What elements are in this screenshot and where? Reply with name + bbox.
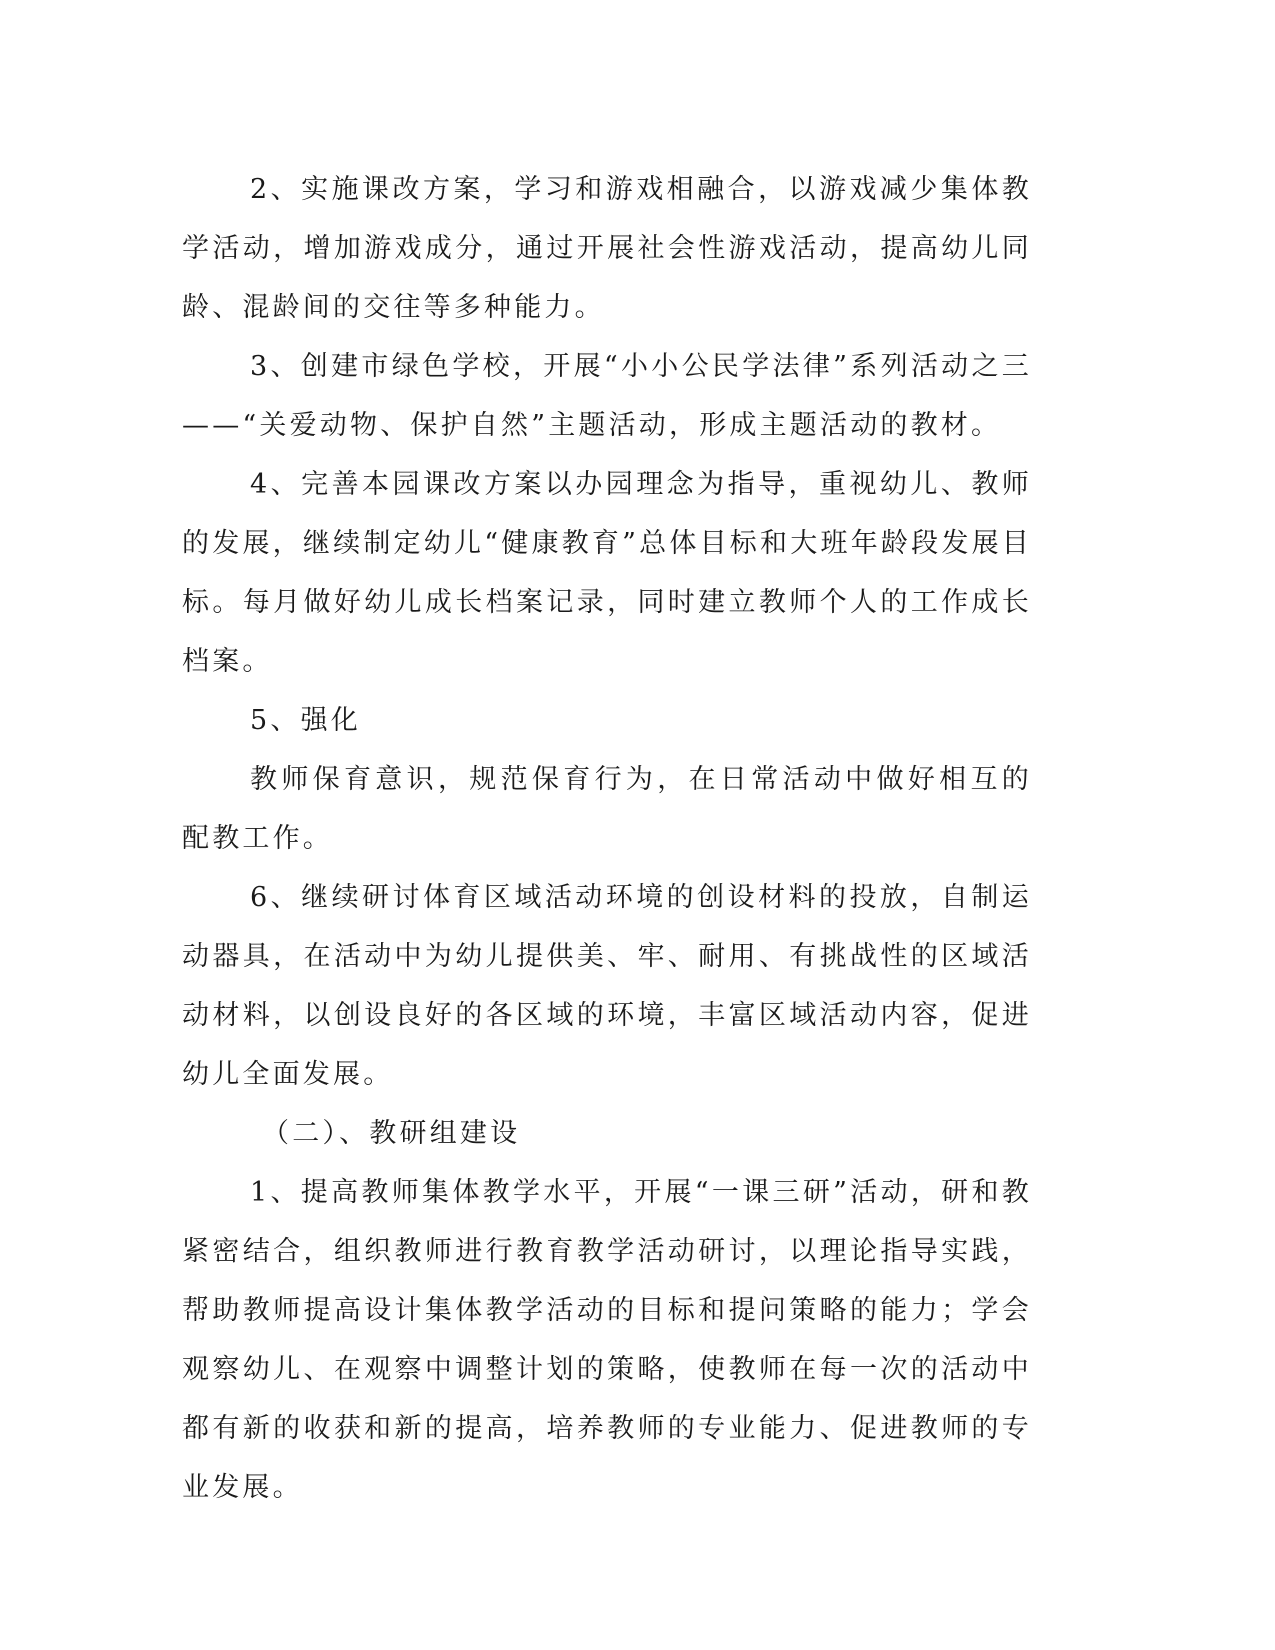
paragraph-item-5-title: 5、强化 [250,705,361,736]
paragraph-item-2: 2、实施课改方案，学习和游戏相融合，以游戏减少集体教学活动，增加游戏成分，通过开展社会性游戏活动，提高幼儿同龄、混龄间的交往等多种能力。 [182,174,1032,323]
paragraph-item-1-research: 1、提高教师集体教学水平，开展“一课三研”活动，研和教紧密结合，组织教师进行教育教学活动研讨，以理论指导实践，帮助教师提高设计集体教学活动的目标和提问策略的能力；学会观察幼儿、在观察中调整计划的策略，使教师在每一次的活动中都有新的收获和新的提高，培养教师的专业能力、促进教师的专业发展。 [182,1177,1032,1503]
paragraph-item-5-body: 教师保育意识，规范保育行为，在日常活动中做好相互的配教工作。 [182,764,1032,854]
paragraph-item-3: 3、创建市绿色学校，开展“小小公民学法律”系列活动之三——“关爱动物、保护自然”主题活动，形成主题活动的教材。 [182,351,1032,441]
paragraph-item-6: 6、继续研讨体育区域活动环境的创设材料的投放，自制运动器具，在活动中为幼儿提供美、牢、耐用、有挑战性的区域活动材料，以创设良好的各区域的环境，丰富区域活动内容，促进幼儿全面发展。 [182,882,1032,1090]
document-body [182,160,1032,1517]
section-heading-teaching-research-group: （二）、教研组建设 [262,1118,521,1149]
paragraph-item-4: 4、完善本园课改方案以办园理念为指导，重视幼儿、教师的发展，继续制定幼儿“健康教育”总体目标和大班年龄段发展目标。每月做好幼儿成长档案记录，同时建立教师个人的工作成长档案。 [182,469,1032,677]
